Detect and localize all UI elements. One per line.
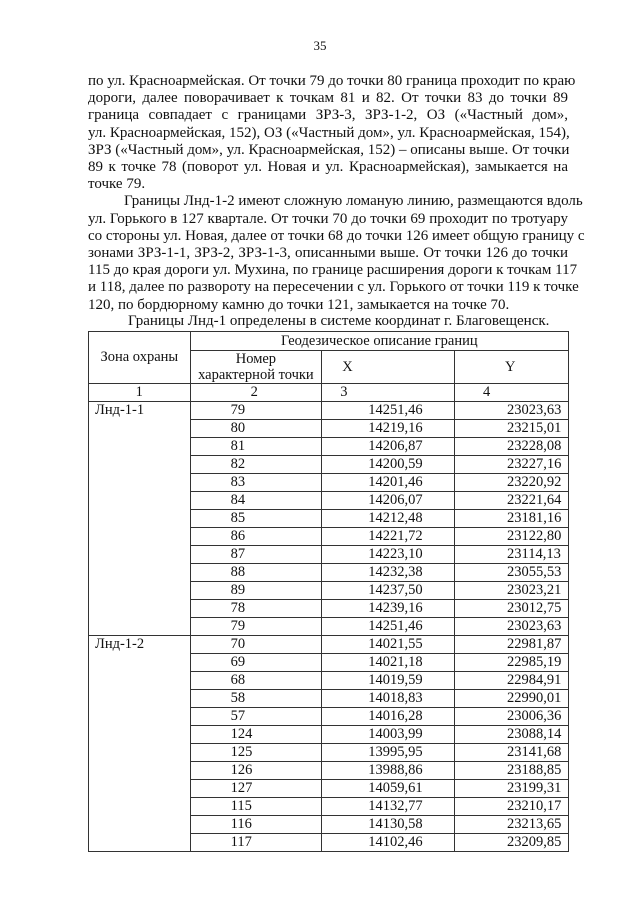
point-cell: 83: [190, 474, 322, 492]
point-cell: 124: [190, 726, 322, 744]
text-line: граница совпадает с границами ЗРЗ-3, ЗРЗ-1-2, ОЗ («Частный дом»,: [88, 107, 568, 124]
x-cell: 14102,46: [322, 834, 455, 852]
text-line: 115 до края дороги ул. Мухина, по границе расширения дороги к точкам 117: [88, 262, 578, 279]
table-row: [89, 636, 569, 654]
x-cell: 14021,18: [322, 654, 455, 672]
table-row: [89, 402, 569, 420]
x-cell: 14016,28: [322, 708, 455, 726]
header-point: Номер характерной точки: [190, 351, 322, 384]
col-number: 4: [454, 384, 568, 402]
zone-cell: Лнд-1-1: [89, 402, 191, 636]
point-cell: 80: [190, 420, 322, 438]
point-cell: 86: [190, 528, 322, 546]
x-cell: 14221,72: [322, 528, 455, 546]
x-cell: 14232,38: [322, 564, 455, 582]
x-cell: 14239,16: [322, 600, 455, 618]
point-cell: 127: [190, 780, 322, 798]
y-cell: 23114,13: [454, 546, 568, 564]
y-cell: 23023,63: [454, 618, 568, 636]
paragraph-2: [88, 193, 585, 313]
x-cell: 14251,46: [322, 402, 455, 420]
point-cell: 70: [190, 636, 322, 654]
point-cell: 58: [190, 690, 322, 708]
x-cell: 14200,59: [322, 456, 455, 474]
y-cell: 23023,21: [454, 582, 568, 600]
col-number: 3: [322, 384, 455, 402]
y-cell: 22985,19: [454, 654, 568, 672]
x-cell: 14132,77: [322, 798, 455, 816]
x-cell: 13988,86: [322, 762, 455, 780]
y-cell: 23122,80: [454, 528, 568, 546]
x-cell: 14206,87: [322, 438, 455, 456]
x-cell: 14019,59: [322, 672, 455, 690]
col-number: 2: [190, 384, 322, 402]
point-cell: 79: [190, 402, 322, 420]
y-cell: 23220,92: [454, 474, 568, 492]
point-cell: 84: [190, 492, 322, 510]
text-line: ул. Красноармейская, 152), ОЗ («Частный дом», ул. Красноармейская, 154),: [88, 124, 570, 141]
zone-cell: Лнд-1-2: [89, 636, 191, 852]
text-line: по ул. Красноармейская. От точки 79 до точки 80 граница проходит по краю: [88, 73, 576, 89]
header-geodetic: Геодезическое описание границ: [190, 332, 568, 351]
text-line: зонами ЗРЗ-1-1, ЗРЗ-2, ЗРЗ-1-3, описанными выше. От точки 126 до точки: [88, 244, 568, 261]
col-number: 1: [89, 384, 191, 402]
point-cell: 85: [190, 510, 322, 528]
header-y: Y: [454, 351, 568, 384]
y-cell: 23055,53: [454, 564, 568, 582]
y-cell: 23199,31: [454, 780, 568, 798]
header-row: [89, 332, 569, 351]
x-cell: 14021,55: [322, 636, 455, 654]
point-cell: 82: [190, 456, 322, 474]
point-cell: 68: [190, 672, 322, 690]
column-number-row: [89, 384, 569, 402]
x-cell: 14219,16: [322, 420, 455, 438]
point-cell: 78: [190, 600, 322, 618]
x-cell: 14251,46: [322, 618, 455, 636]
y-cell: 22984,91: [454, 672, 568, 690]
x-cell: 14130,58: [322, 816, 455, 834]
table-caption: Границы Лнд-1 определены в системе координат г. Благовещенск.: [128, 313, 550, 329]
point-cell: 81: [190, 438, 322, 456]
y-cell: 23006,36: [454, 708, 568, 726]
x-cell: 14237,50: [322, 582, 455, 600]
x-cell: 14018,83: [322, 690, 455, 708]
point-cell: 69: [190, 654, 322, 672]
point-cell: 89: [190, 582, 322, 600]
x-cell: 14003,99: [322, 726, 455, 744]
text-line: и 118, далее по развороту на пересечении с ул. Горького от точки 119 к точке: [88, 279, 579, 296]
text-line: 89 к точке 78 (поворот ул. Новая и ул. Красноармейская), замыкается на: [88, 158, 568, 175]
y-cell: 23228,08: [454, 438, 568, 456]
y-cell: 22990,01: [454, 690, 568, 708]
y-cell: 23213,65: [454, 816, 568, 834]
text-line: 120, по бордюрному камню до точки 121, замыкается на точке 70.: [88, 296, 510, 313]
text-line: со стороны ул. Новая, далее от точки 68 до точки 126 имеет общую границу с: [88, 227, 585, 244]
point-cell: 79: [190, 618, 322, 636]
point-cell: 88: [190, 564, 322, 582]
point-cell: 125: [190, 744, 322, 762]
point-cell: 57: [190, 708, 322, 726]
x-cell: 14059,61: [322, 780, 455, 798]
page-number: 35: [313, 38, 327, 53]
point-cell: 87: [190, 546, 322, 564]
paragraph-1: [88, 73, 576, 193]
y-cell: 23012,75: [454, 600, 568, 618]
y-cell: 22981,87: [454, 636, 568, 654]
header-zone: Зона охраны: [89, 332, 191, 384]
y-cell: 23221,64: [454, 492, 568, 510]
header-x: X: [322, 351, 455, 384]
y-cell: 23188,85: [454, 762, 568, 780]
coordinates-table: [88, 331, 569, 852]
y-cell: 23023,63: [454, 402, 568, 420]
x-cell: 13995,95: [322, 744, 455, 762]
point-cell: 117: [190, 834, 322, 852]
y-cell: 23227,16: [454, 456, 568, 474]
x-cell: 14201,46: [322, 474, 455, 492]
point-cell: 126: [190, 762, 322, 780]
x-cell: 14206,07: [322, 492, 455, 510]
point-cell: 115: [190, 798, 322, 816]
text-line: точке 79.: [88, 176, 146, 193]
y-cell: 23181,16: [454, 510, 568, 528]
x-cell: 14223,10: [322, 546, 455, 564]
point-cell: 116: [190, 816, 322, 834]
text-line: ЗРЗ («Частный дом», ул. Красноармейская, 152) – описаны выше. От точки: [88, 141, 570, 158]
y-cell: 23141,68: [454, 744, 568, 762]
text-line: дороги, далее поворачивает к точкам 81 и 82. От точки 83 до точки 89: [88, 90, 568, 107]
y-cell: 23215,01: [454, 420, 568, 438]
x-cell: 14212,48: [322, 510, 455, 528]
text-line: ул. Горького в 127 квартале. От точки 70 до точки 69 проходит по тротуару: [88, 210, 568, 227]
y-cell: 23088,14: [454, 726, 568, 744]
y-cell: 23209,85: [454, 834, 568, 852]
y-cell: 23210,17: [454, 798, 568, 816]
text-line: Границы Лнд-1-2 имеют сложную ломаную линию, размещаются вдоль: [124, 193, 583, 210]
